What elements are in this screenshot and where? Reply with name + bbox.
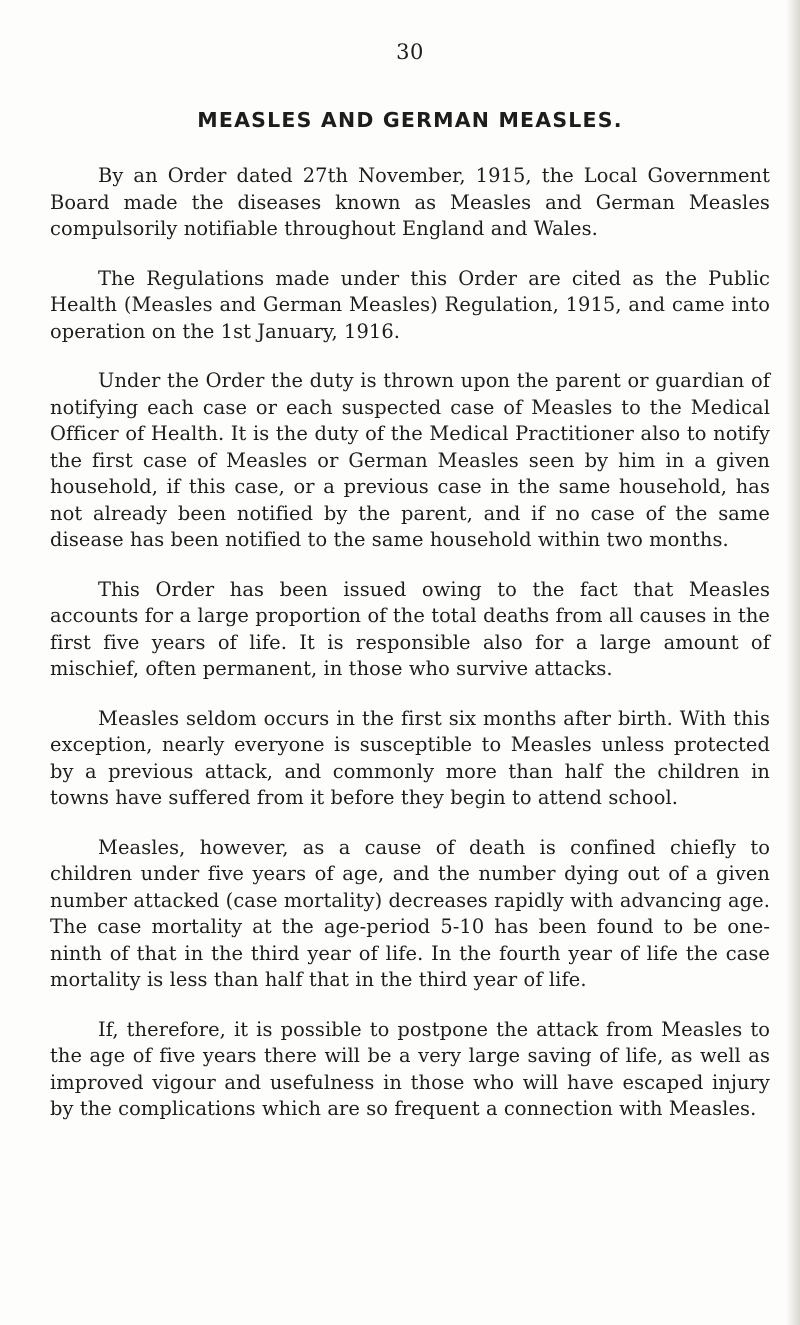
- page-title: MEASLES AND GERMAN MEASLES.: [197, 108, 623, 132]
- document-body: [50, 163, 770, 1146]
- page-edge-shadow: [786, 0, 800, 1325]
- paragraph-reason-for-order: This Order has been issued owing to the fact that Measles accounts for a large proportion of the total deaths from all causes in the first five years of life. It is responsible also for a large amount of mischief, often permanent, in those who survive attacks.: [50, 577, 770, 680]
- paragraph-susceptibility: Measles seldom occurs in the first six months after birth. With this exception, nearly everyone is susceptible to Measles unless protected by a previous attack, and commonly more than half the children in towns have suffered from it before they begin to attend school.: [50, 706, 770, 809]
- paragraph-case-mortality: Measles, however, as a cause of death is confined chiefly to children under five years of age, and the number dying out of a given number attacked (case mortality) decreases rapidly with advancing age. The case mortality at the age-period 5-10 has been found to be one-ninth of that in the third year of life. In the fourth year of life the case mortality is less than half that in the third year of life.: [50, 835, 770, 991]
- paragraph-duty-to-notify: Under the Order the duty is thrown upon the parent or guardian of notifying each case or each suspected case of Measles to the Medical Officer of Health. It is the duty of the Medical Practitioner also to notify the first case of Measles or German Measles seen by him in a given household, if this case, or a previous case in the same household, has not already been notified by the parent, and if no case of the same disease has been notified to the same household within two months.: [50, 369, 770, 551]
- paragraph-postpone-attack: If, therefore, it is possible to postpone the attack from Measles to the age of five years there will be a very large saving of life, as well as improved vigour and usefulness in those who will have escaped injury by the complications which are so frequent a connection with Measles.: [50, 1017, 770, 1120]
- page-number: 30: [396, 40, 424, 64]
- paragraph-regulations: The Regulations made under this Order are cited as the Public Health (Measles and German Measles) Regulation, 1915, and came into operation on the 1st January, 1916.: [50, 266, 770, 343]
- paragraph-order-notifiable: By an Order dated 27th November, 1915, the Local Government Board made the diseases known as Measles and German Measles compulsorily notifiable throughout England and Wales.: [50, 164, 770, 240]
